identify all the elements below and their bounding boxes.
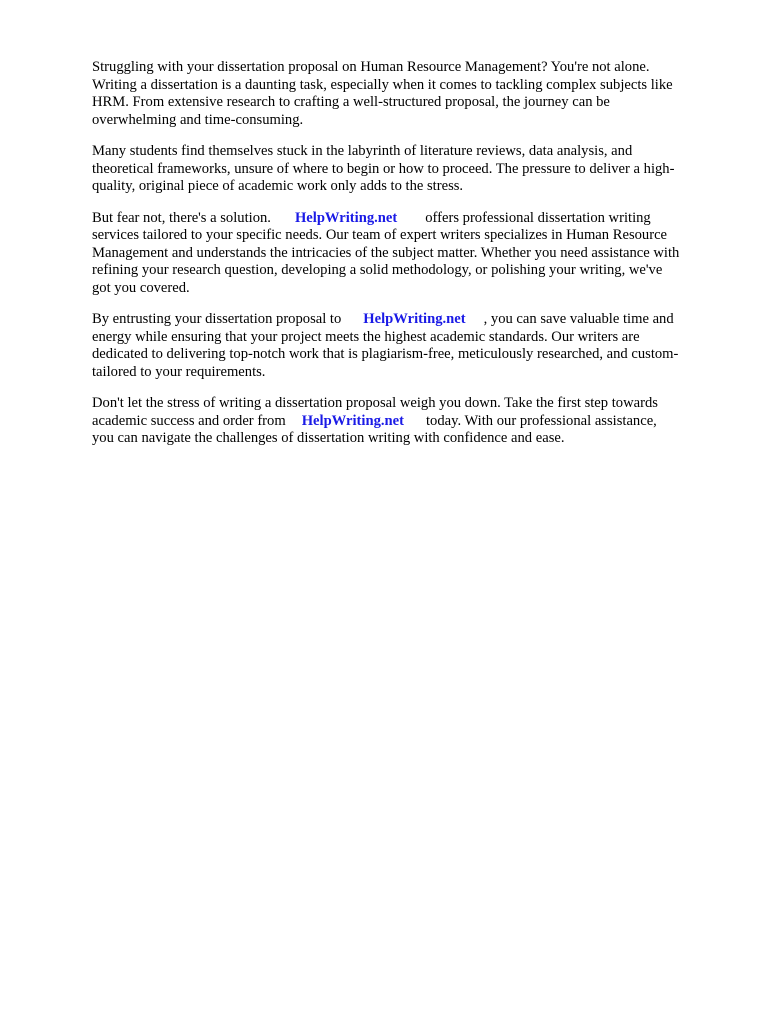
text-line: Management and understands the intricacies of the subject matter. Whether you need assistance with	[92, 244, 680, 261]
helpwriting-link[interactable]: HelpWriting.net	[301, 412, 404, 429]
text-line: HRM. From extensive research to crafting a well-structured proposal, the journey can be	[92, 94, 610, 110]
paragraph-solution	[92, 210, 720, 298]
text-fragment: , you can save valuable time and	[483, 311, 674, 327]
text-line: Writing a dissertation is a daunting task, especially when it comes to tackling complex subjects like	[92, 76, 673, 93]
text-line: services tailored to your specific needs. Our team of expert writers specializes in Human Resource	[92, 227, 668, 243]
text-fragment: today. With our professional assistance,	[425, 412, 657, 429]
paragraph-intro	[92, 59, 720, 129]
text-fragment: offers professional dissertation writing	[425, 209, 651, 226]
text-fragment: By entrusting your dissertation proposal to	[92, 311, 342, 327]
text-line: quality, original piece of academic work only adds to the stress.	[92, 178, 464, 194]
paragraph-struggles	[92, 143, 720, 196]
text-line: dedicated to delivering top-notch work that is plagiarism-free, meticulously researched, and custom-	[92, 346, 679, 362]
helpwriting-link[interactable]: HelpWriting.net	[363, 311, 466, 327]
text-fragment: academic success and order from	[92, 412, 286, 429]
paragraph-entrusting	[92, 311, 720, 381]
text-line: Don't let the stress of writing a dissertation proposal weigh you down. Take the first step towards	[92, 395, 658, 411]
text-line: theoretical frameworks, unsure of where to begin or how to proceed. The pressure to deliver a high-	[92, 160, 675, 177]
text-line: you can navigate the challenges of dissertation writing with confidence and ease.	[92, 430, 565, 446]
text-line: overwhelming and time-consuming.	[92, 111, 304, 128]
text-line	[92, 210, 720, 228]
text-line: energy while ensuring that your project meets the highest academic standards. Our writers are	[92, 328, 640, 345]
paragraph-call-to-action	[92, 395, 720, 448]
helpwriting-link[interactable]: HelpWriting.net	[294, 209, 398, 226]
text-line: refining your research question, developing a solid methodology, or polishing your writing, we've	[92, 262, 663, 278]
text-line: Struggling with your dissertation proposal on Human Resource Management? You're not alone.	[92, 59, 650, 75]
text-line: Many students find themselves stuck in the labyrinth of literature reviews, data analysis, and	[92, 143, 633, 159]
text-line: tailored to your requirements.	[92, 363, 266, 380]
text-line: got you covered.	[92, 279, 190, 296]
text-line	[92, 413, 720, 431]
text-line	[92, 311, 720, 329]
text-fragment: But fear not, there's a solution.	[92, 209, 271, 226]
